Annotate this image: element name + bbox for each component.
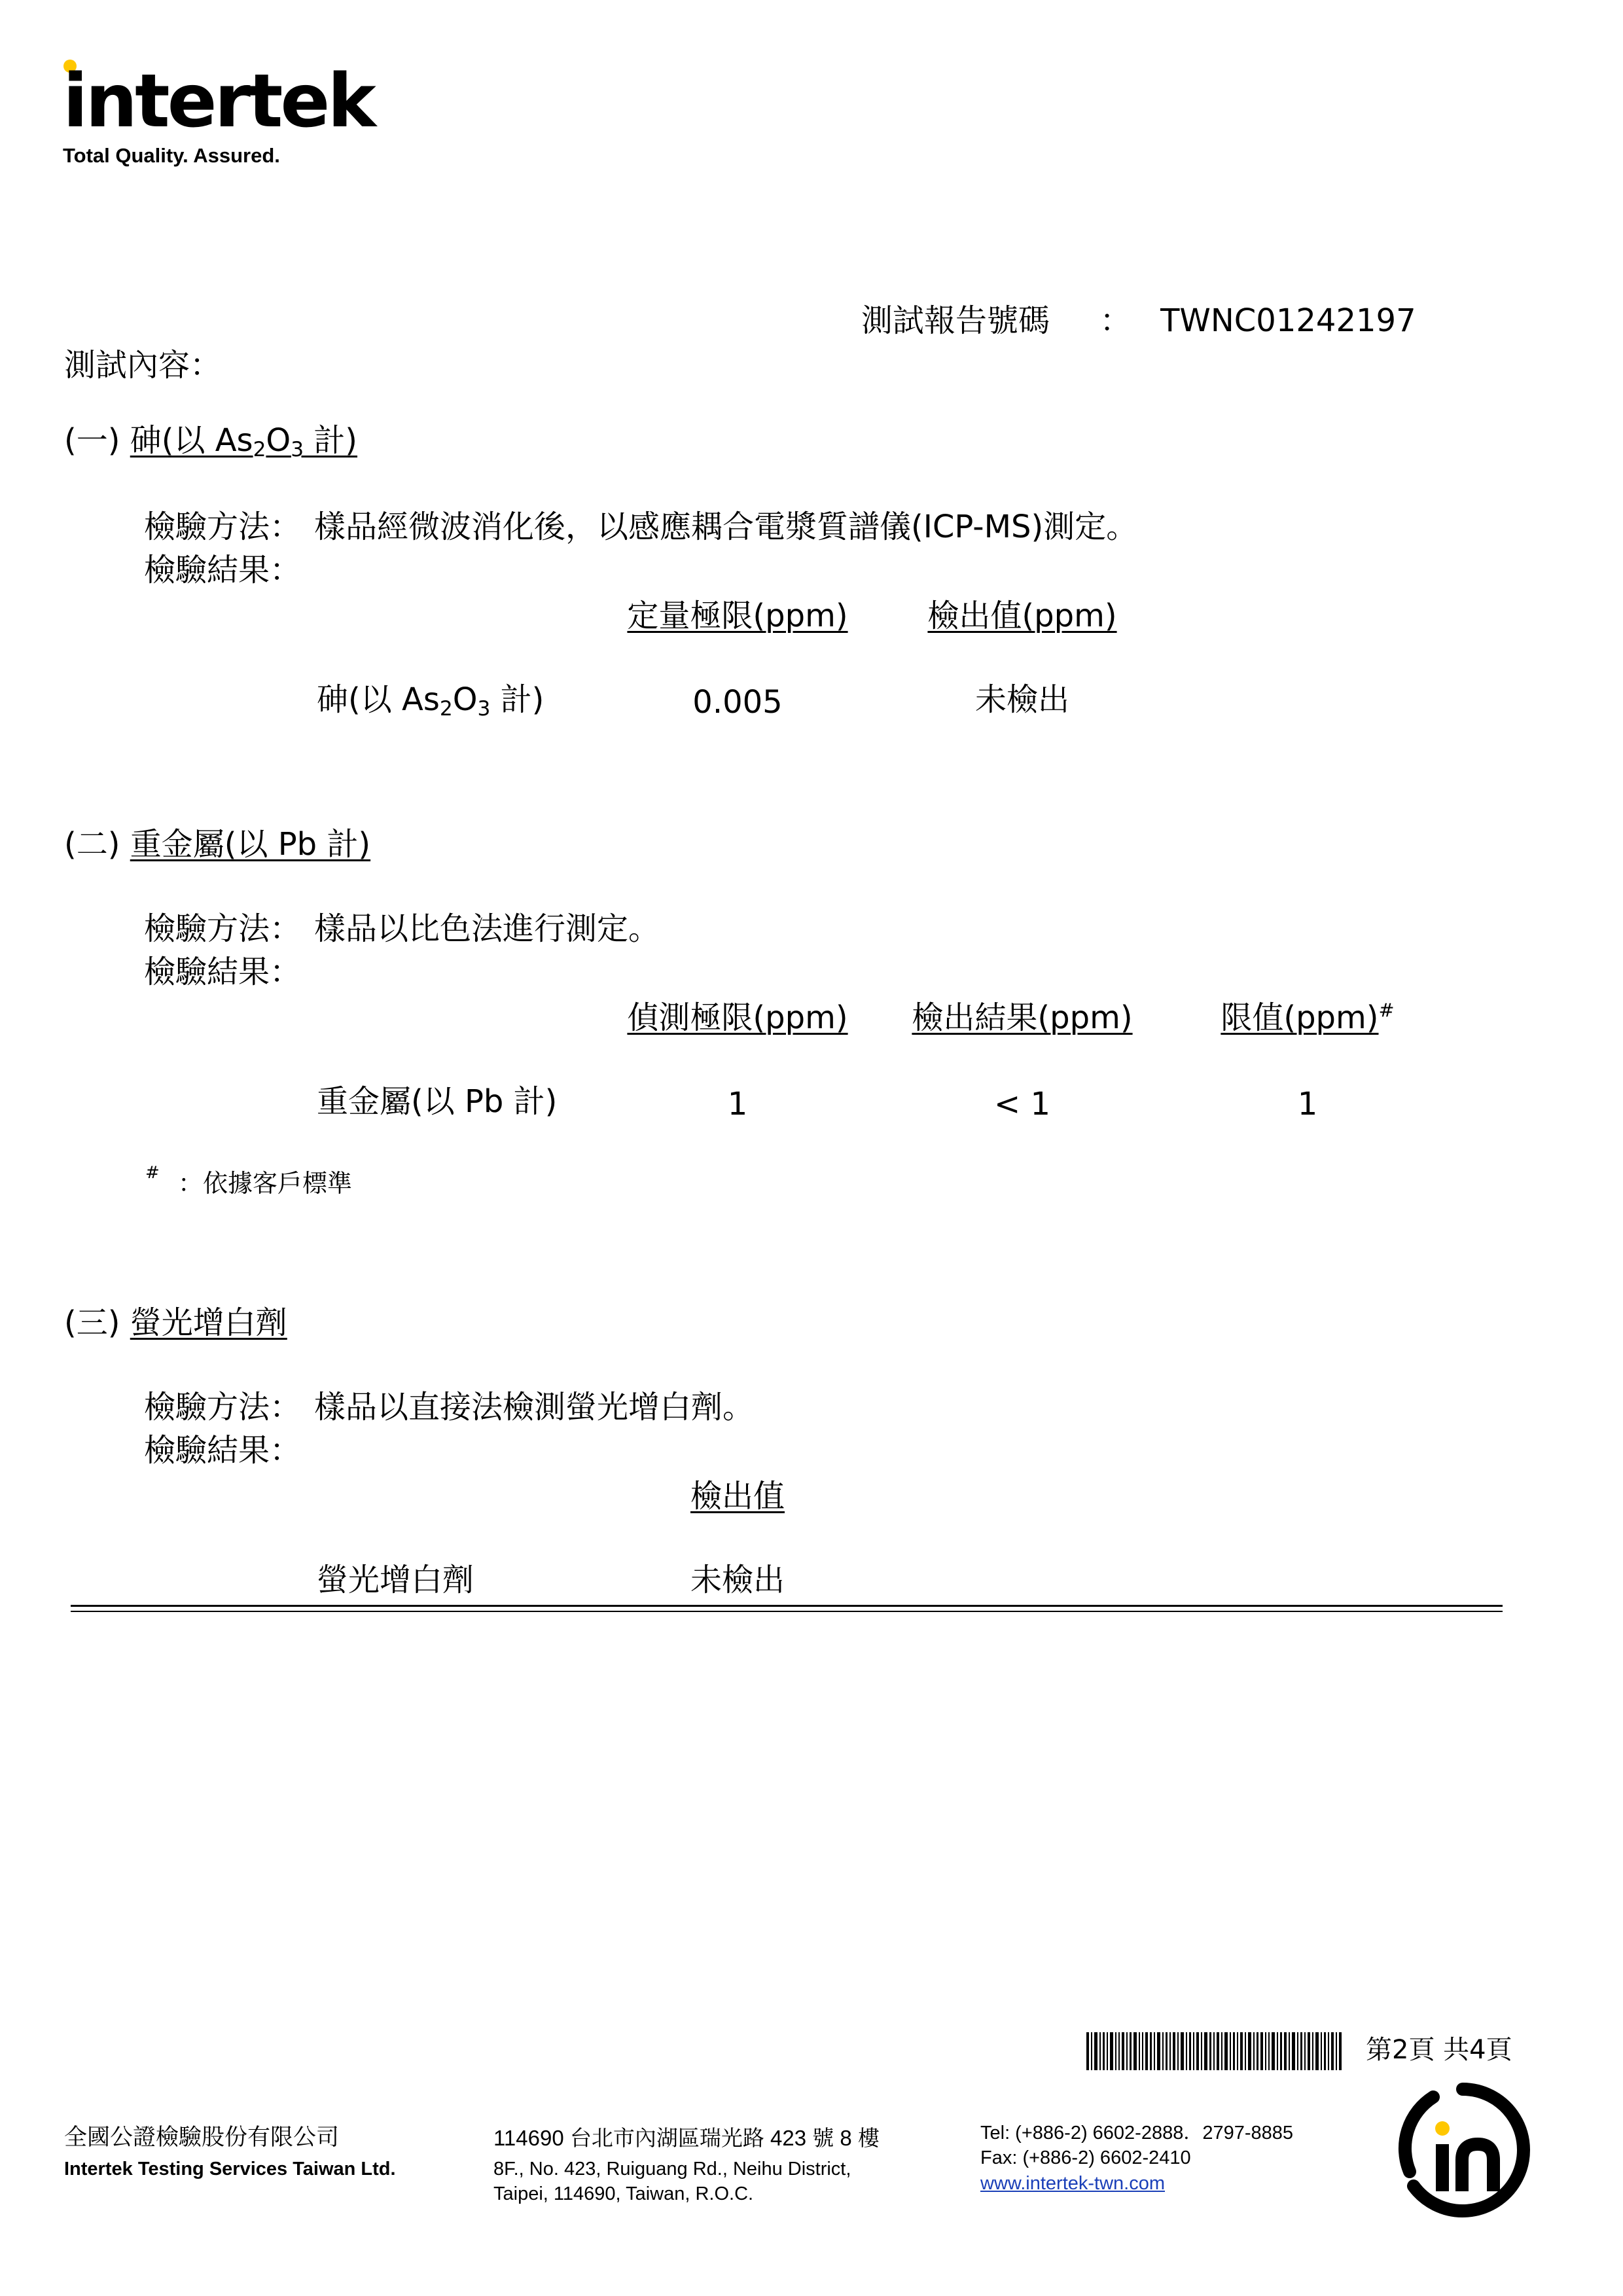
section-1-result-label: 檢驗結果： xyxy=(144,552,302,588)
section-2-header-result: 檢出結果(ppm) xyxy=(912,999,1133,1036)
section-1-title xyxy=(64,422,357,460)
section-3-row-name: 螢光增白劑 xyxy=(317,1562,474,1598)
intertek-logo xyxy=(63,58,390,171)
section-2-row-lod: 1 xyxy=(727,1086,748,1122)
section-1-header-detected: 檢出值(ppm) xyxy=(927,598,1117,634)
section-3-result-label: 檢驗結果： xyxy=(144,1432,302,1469)
address-zh: 114690 台北市內湖區瑞光路 423 號 8 樓 xyxy=(493,2126,880,2150)
footnote-text: ：依據客戶標準 xyxy=(178,1169,353,1198)
page-number: 第2頁 共4頁 xyxy=(1366,2035,1512,2065)
svg-text:intertek: intertek xyxy=(63,59,374,144)
address-en-2: Taipei, 114690, Taiwan, R.O.C. xyxy=(493,2183,754,2204)
content-heading: 測試內容： xyxy=(64,347,222,384)
section-1-index: (一) xyxy=(64,422,120,459)
section-3-title-text: 螢光增白劑 xyxy=(130,1304,287,1341)
report-number-line xyxy=(861,302,1416,340)
end-rule-bottom xyxy=(71,1611,1503,1612)
footer-company xyxy=(64,2123,396,2181)
section-1-row-name: 砷(以 $As_2O_3$ 計) xyxy=(317,681,544,721)
section-2-method-label: 檢驗方法： xyxy=(144,910,302,947)
footnote-mark: # xyxy=(145,1163,160,1183)
intertek-in-icon xyxy=(1394,2081,1531,2221)
section-2-header-limit: 限值(ppm)# xyxy=(1221,999,1395,1036)
report-number: TWNC01242197 xyxy=(1160,302,1416,339)
report-number-label: 測試報告號碼 xyxy=(861,302,1050,339)
section-2-method: 樣品以比色法進行測定。 xyxy=(314,910,660,947)
barcode xyxy=(1086,2032,1342,2073)
tel: Tel: (+886-2) 6602-2888．2797-8885 xyxy=(980,2123,1294,2144)
barcode-graphic xyxy=(1086,2032,1342,2070)
section-2-row-result: < 1 xyxy=(993,1086,1051,1122)
section-3-index: (三) xyxy=(64,1304,120,1341)
section-3-method-label: 檢驗方法： xyxy=(144,1389,302,1426)
section-1-row-detected: 未檢出 xyxy=(974,681,1070,718)
section-3-method: 樣品以直接法檢測螢光增白劑。 xyxy=(314,1389,755,1426)
section-2-header-lod: 偵測極限(ppm) xyxy=(627,999,848,1036)
footer-contact xyxy=(980,2121,1293,2196)
section-2-result-label: 檢驗結果： xyxy=(144,954,302,990)
section-2-index: (二) xyxy=(64,826,120,863)
svg-text:Total Quality. Assured.: Total Quality. Assured. xyxy=(63,144,280,167)
footer-address xyxy=(493,2124,880,2206)
section-2-row-name: 重金屬(以 Pb 計) xyxy=(317,1083,558,1120)
section-3-title xyxy=(64,1304,287,1342)
intertek-in-icon-graphic xyxy=(1394,2081,1531,2219)
section-2-title-text: 重金屬(以 Pb 計) xyxy=(130,826,371,863)
limit-footnote-mark: # xyxy=(1378,999,1395,1022)
section-1-row-loq: 0.005 xyxy=(692,684,783,721)
report-number-separator: ： xyxy=(1099,302,1132,339)
section-2-title xyxy=(64,826,370,864)
section-1-method-label: 檢驗方法： xyxy=(144,509,302,545)
section-1-title-text: 砷(以 $As_2O_3$ 計) xyxy=(130,422,358,461)
section-1-header-loq: 定量極限(ppm) xyxy=(627,598,848,634)
fax: Fax: (+886-2) 6602-2410 xyxy=(980,2147,1191,2169)
section-2-row-limit: 1 xyxy=(1297,1086,1318,1122)
website-link[interactable]: www.intertek-twn.com xyxy=(980,2172,1166,2194)
section-3-row-detected: 未檢出 xyxy=(690,1562,785,1598)
address-en-1: 8F., No. 423, Ruiguang Rd., Neihu District, xyxy=(493,2158,851,2179)
section-1-method: 樣品經微波消化後，以感應耦合電漿質譜儀(ICP-MS)測定。 xyxy=(314,509,1138,545)
company-name-en: Intertek Testing Services Taiwan Ltd. xyxy=(64,2159,396,2180)
company-name-zh: 全國公證檢驗股份有限公司 xyxy=(64,2125,340,2150)
section-3-header-detected: 檢出值 xyxy=(690,1478,785,1515)
intertek-logo-mark xyxy=(63,58,390,169)
end-rule-top xyxy=(71,1605,1503,1607)
